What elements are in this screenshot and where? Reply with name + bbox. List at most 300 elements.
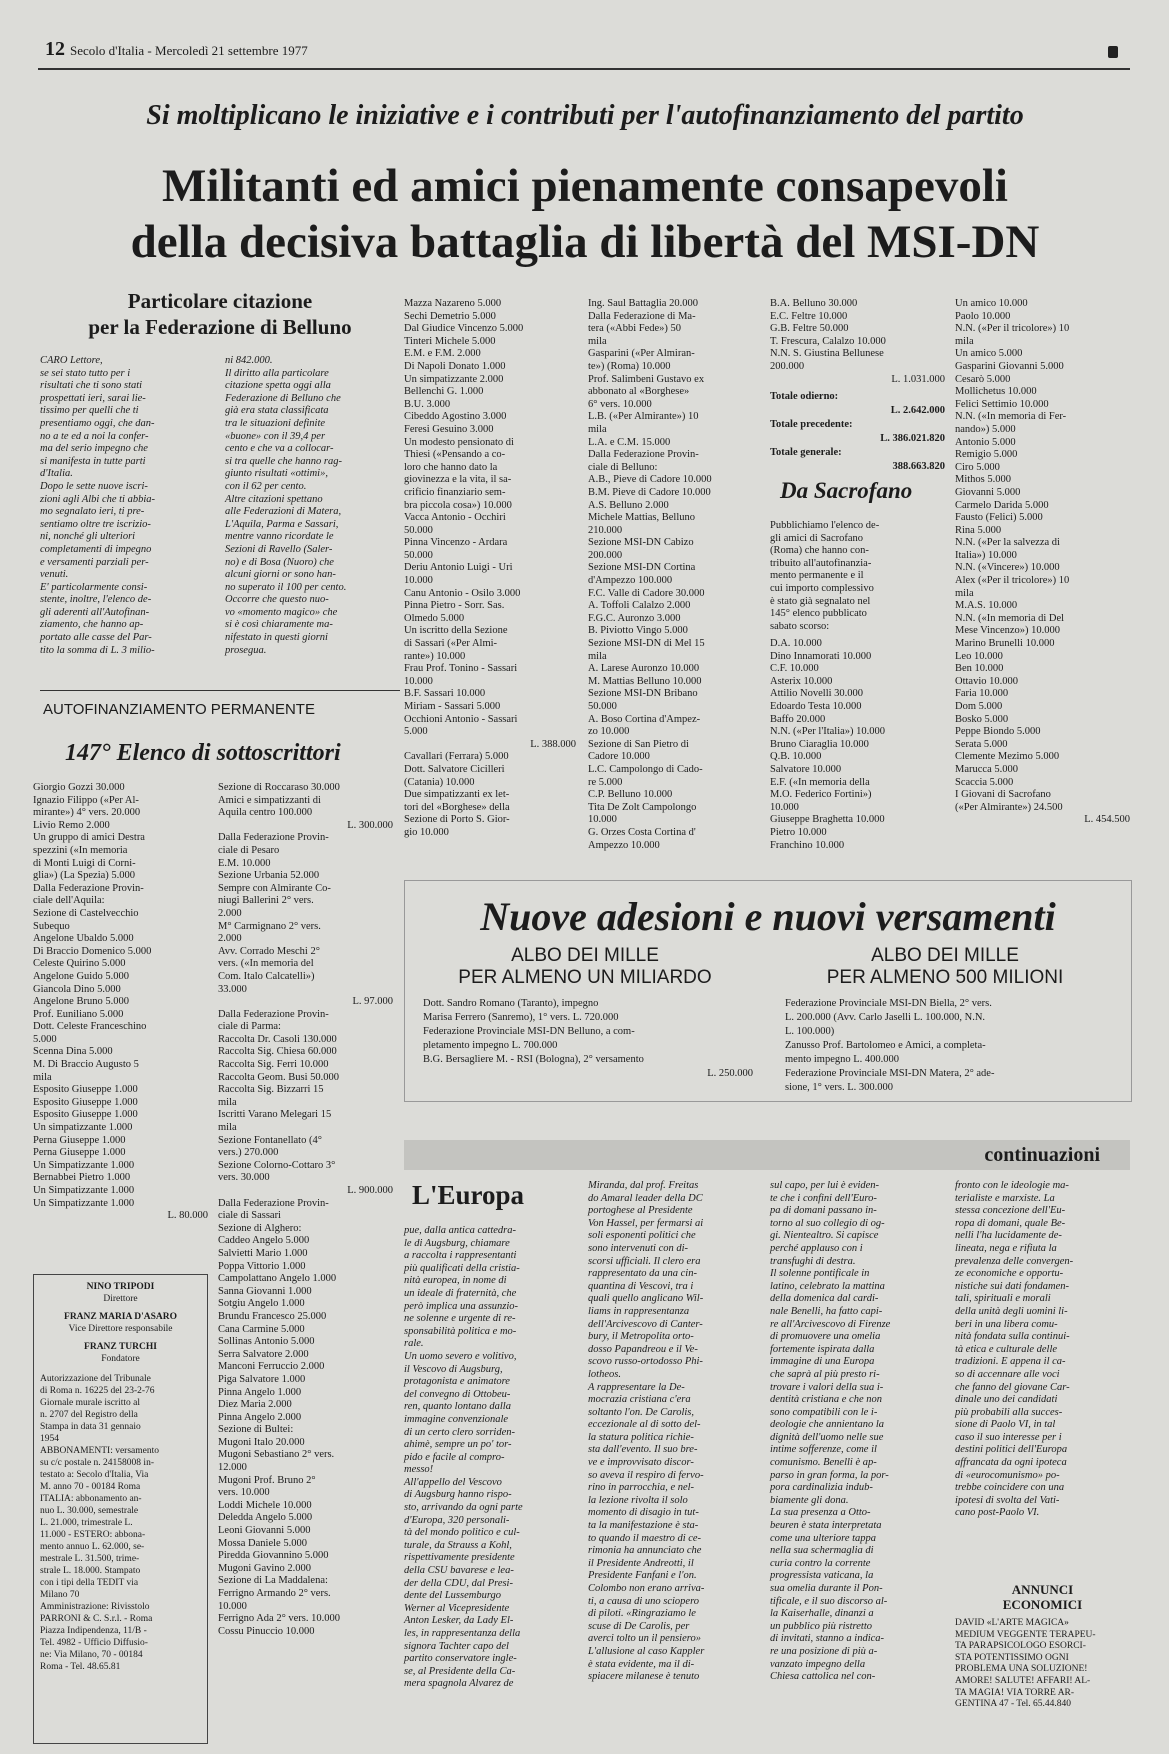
list-item: L.A. e C.M. 15.000 (588, 436, 671, 448)
list-item: Felici Settimio 10.000 (955, 398, 1049, 410)
list-item: M.A.S. 10.000 (955, 600, 1018, 612)
list-item: Angelone Bruno 5.000 (33, 996, 129, 1008)
text-line: ziamento, che hanno ap- (40, 619, 144, 631)
headline (40, 158, 1130, 270)
list-item: Esposito Giuseppe 1.000 (33, 1084, 138, 1096)
text-line: Piazza Indipendenza, 11/B - (40, 1626, 147, 1636)
text-line: scuse di De Carolis, per (588, 1620, 690, 1632)
text-line: dell'Arcivescovo di Canter- (588, 1318, 703, 1330)
text-line: no) e di Bosa (Nuoro) che (225, 556, 334, 568)
list-item: 10.000 (770, 801, 799, 813)
list-item: 50.000 (404, 549, 433, 561)
list-item: M° Carmignano 2° vers. (218, 920, 321, 932)
text-line: ahimè, sempre un po' tor- (404, 1439, 512, 1451)
text-line: GENTINA 47 - Tel. 65.44.840 (955, 1699, 1072, 1710)
list-item: Sezione MSI-DN di Mel 15 (588, 638, 705, 650)
text-line: il Presidente Andreotti, il (588, 1557, 694, 1569)
text-line: sabato scorso: (770, 620, 830, 632)
headline-line: della decisiva battaglia di libertà del MSI-DN (130, 216, 1040, 268)
text-line: gli amici di Sacrofano (770, 532, 864, 544)
text-line: è stato già segnalato nel (770, 595, 871, 607)
text-line: scovo russo-ortodosso Phi- (588, 1356, 703, 1368)
text-line: sono intervenuti con di- (588, 1242, 689, 1254)
total-label: Totale odierno: (770, 391, 839, 402)
list-item: Faria 10.000 (955, 688, 1009, 700)
text-line: a raccolta i rappresentanti (404, 1250, 517, 1262)
albo-500 (775, 945, 1115, 989)
text-line: tissimo per quelli che ti (40, 405, 139, 417)
list-item: Sezione di La Maddalena: (218, 1575, 328, 1587)
list-item: Sezione MSI-DN Cabizo (588, 537, 694, 549)
kicker: Si moltiplicano le iniziative e i contributi per l'autofinanziamento del partito (146, 100, 1024, 131)
text-line: Chiesa cattolica nel con- (770, 1671, 876, 1683)
list-item: Federazione Provinciale MSI-DN Matera, 2° ade- (785, 1068, 995, 1079)
list-item: Leo 10.000 (955, 650, 1003, 662)
list-item: Un modesto pensionato di (404, 436, 514, 448)
list-item: Rina 5.000 (955, 524, 1002, 536)
list-item: D.A. 10.000 (770, 638, 822, 649)
text-line: rispettivamente presidente (404, 1552, 515, 1564)
list-item: Mossa Daniele 5.000 (218, 1537, 307, 1549)
text-line: MEDIUM VEGGENTE TERAPEU- (955, 1629, 1096, 1640)
list-item: Prof. Salimbeni Gustavo ex (588, 373, 705, 385)
text-line: Amministrazione: Rivisstolo (40, 1602, 150, 1612)
text-line: Anton Lesker, da Lady El- (404, 1615, 514, 1627)
text-line: 11.000 - ESTERO: abbona- (40, 1530, 146, 1540)
text-line: do Amaral leader della DC (588, 1192, 703, 1204)
list-item: tori del «Borghese» della (404, 801, 510, 813)
list-item: Ignazio Filippo («Per Al- (33, 794, 139, 806)
text-line: comunismo. Benelli è ap- (770, 1457, 877, 1469)
text-line: sul capo, per lui è eviden- (770, 1180, 880, 1191)
text-line: L'Aquila, Parma e Sassari, (225, 518, 339, 530)
list-item: Diez Maria 2.000 (218, 1399, 292, 1411)
text-line: la lezione rivolta il solo (588, 1494, 688, 1506)
list-item: Feresi Gesuino 3.000 (404, 423, 494, 435)
text-line: di promuovere una omelia (770, 1331, 881, 1343)
text-line: prevalenza delle convergen- (955, 1255, 1074, 1267)
list-item: mila (218, 1096, 237, 1108)
text-line: bury, il Metropolita orto- (588, 1331, 694, 1343)
text-line: mocrazia cristiana c'era (588, 1394, 691, 1406)
list-item: Dalla Federazione Provin- (33, 882, 144, 894)
text-line: L'allusione al caso Kappler (588, 1645, 705, 1657)
list-item: Perna Giuseppe 1.000 (33, 1134, 126, 1146)
list-item: Un Simpatizzante 1.000 (33, 1197, 135, 1209)
list-item: N.N. («Per il tricolore») 10 (955, 323, 1070, 335)
list-item: Mazza Nazareno 5.000 (404, 298, 502, 309)
list-item: Un simpatizzante 1.000 (33, 1122, 133, 1134)
list-item: Dott. Sandro Romano (Taranto), impegno (423, 998, 599, 1009)
list-item: Marucca 5.000 (955, 763, 1018, 775)
masthead-legal (40, 1373, 201, 1673)
text-line: terialiste e marxiste. La (955, 1192, 1055, 1204)
text-line: ni, nonché gli ulteriori (40, 531, 136, 543)
subtitle-line: per la Federazione di Belluno (88, 315, 352, 339)
text-line: Von Hassel, per fermarsi ai (588, 1217, 704, 1229)
list-item: Raccolta Dr. Casoli 130.000 (218, 1033, 337, 1045)
list-item: Giovanni 5.000 (955, 486, 1021, 498)
text-line: della domenica dal cardi- (770, 1293, 879, 1305)
text-line: partito conservatore ingle- (404, 1653, 517, 1665)
list-item: Brundu Francesco 25.000 (218, 1310, 327, 1322)
list-item: Peppe Biondo 5.000 (955, 726, 1041, 738)
text-line: giunto risultati «ottimi», (225, 468, 328, 480)
text-line: vo «momento magico» che (225, 606, 338, 618)
europa-col1 (404, 1225, 576, 1691)
list-item: E.M. 10.000 (218, 857, 271, 869)
text-line: ze economiche e opportu- (955, 1268, 1064, 1280)
list-item: Edoardo Testa 10.000 (770, 700, 862, 712)
list-item: N.N. («In memoria di Del (955, 612, 1065, 624)
list-item: Remigio 5.000 (955, 449, 1018, 461)
continuazioni-bar: continuazioni (404, 1140, 1130, 1170)
text-line: AMORE! SALUTE! AFFARI! AL- (955, 1675, 1091, 1686)
list-item: N.N. («Vincere») 10.000 (955, 562, 1060, 574)
list-d (588, 298, 760, 852)
header-rule (38, 68, 1130, 70)
europa-title: L'Europa (412, 1180, 525, 1210)
list-item: Loddi Michele 10.000 (218, 1499, 312, 1511)
list-item: Dalla Federazione di Ma- (588, 310, 696, 322)
list-item: Un simpatizzante 2.000 (404, 373, 504, 385)
text-line: momento di disagio in tut- (588, 1507, 699, 1519)
list-item: Giorgio Gozzi 30.000 (33, 782, 125, 793)
text-line: stessa concezione dell'Eu- (955, 1205, 1066, 1217)
list-item: Antonio 5.000 (955, 436, 1016, 448)
list-item: Marisa Ferrero (Sanremo), 1° vers. L. 720.000 (423, 1012, 619, 1023)
list-item: tera («Abbi Fede») 50 (588, 323, 682, 335)
text-line: perché applauso con i (770, 1242, 863, 1254)
text-line: so di accennare alle voci (955, 1368, 1060, 1380)
text-line: latino, celebrato la mattina (770, 1280, 885, 1292)
text-line: di invitati, stanno a indica- (770, 1633, 885, 1645)
list-item: Gasparini Giovanni 5.000 (955, 360, 1064, 372)
list-item: gio 10.000 (404, 826, 449, 838)
text-line: E' particolarmente consi- (40, 581, 148, 593)
list-item: di Sassari («Per Almi- (404, 638, 498, 650)
text-line: ve e improvvisato discor- (588, 1457, 694, 1469)
list-item: Cesarò 5.000 (955, 373, 1011, 385)
text-line: già era stata classificata (225, 405, 329, 417)
list-item: Sempre con Almirante Co- (218, 882, 331, 894)
text-line: del convegno di Ottobeu- (404, 1388, 511, 1400)
list-item: Italia») 10.000 (955, 549, 1017, 561)
albo-line: ALBO DEI MILLE (871, 945, 1019, 966)
text-line: si è così chiaramente ma- (225, 619, 333, 631)
europa-col2 (588, 1180, 760, 1684)
text-line: strale L. 18.000. Stampato (40, 1566, 141, 1576)
list-item: Un amico 10.000 (955, 298, 1028, 309)
text-line: si manifesta in tutte parti (40, 455, 146, 467)
list-item: Federazione Provinciale MSI-DN Belluno, a com- (423, 1026, 635, 1037)
list-item: («Per Almirante») 24.500 (955, 801, 1063, 813)
text-line: lineata, nega e rifiuta la (955, 1242, 1057, 1254)
list-item: Subequo (33, 920, 70, 932)
text-line: A rappresentare la De- (588, 1381, 685, 1393)
albo-miliardo (415, 945, 755, 989)
list-item: Mugoni Italo 20.000 (218, 1436, 305, 1448)
text-line: sta dall'evento. Il suo bre- (588, 1444, 698, 1456)
list-item: mila (588, 423, 607, 435)
text-line: 145° elenco pubblicato (770, 608, 867, 620)
list-item: Manconi Ferruccio 2.000 (218, 1361, 325, 1373)
annunci-line: ECONOMICI (1002, 1597, 1083, 1612)
text-line: trebbe coincidere con una (955, 1482, 1065, 1494)
text-line: prospettati ieri, sarai lie- (40, 392, 146, 404)
list-item: Dott. Celeste Franceschino (33, 1021, 147, 1033)
text-line: mento annuo L. 62.000, se- (40, 1542, 145, 1552)
text-line: risultati che ti sono stati (40, 380, 143, 392)
text-line: con i tipi della TEDIT via (40, 1578, 139, 1588)
vice-role: Vice Direttore responsabile (68, 1324, 173, 1334)
list-item: Esposito Giuseppe 1.000 (33, 1096, 138, 1108)
list-item: ciale dell'Aquila: (33, 895, 105, 907)
text-line: PARRONI & C. S.r.l. - Roma (40, 1614, 153, 1624)
list-item: Pinna Pietro - Sorr. Sas. (404, 600, 505, 612)
text-line: ABBONAMENTI: versamento (40, 1446, 159, 1456)
text-line: portoghese al Presidente (588, 1205, 693, 1217)
list-item: mila (33, 1071, 52, 1083)
list-item: Bernabbei Pietro 1.000 (33, 1172, 131, 1184)
belluno-subtitle (40, 288, 400, 340)
text-line: biamente gli dona. (770, 1494, 849, 1506)
list-item: N.N. («Per la salvezza di (955, 537, 1060, 549)
text-line: tito la somma di L. 3 milio- (40, 644, 155, 656)
list-item: Sezione Colorno-Cottaro 3° (218, 1159, 336, 1171)
list-item: zo 10.000 (588, 726, 630, 738)
text-line: nità europea, in nome di (404, 1275, 507, 1287)
text-line: si tra quelle che hanno rag- (225, 455, 342, 467)
text-line: ne solenne e urgente di re- (404, 1313, 516, 1325)
sacrofano-title: Da Sacrofano (780, 478, 913, 503)
text-line: pora cardinalizia indub- (770, 1482, 873, 1494)
text-line: TA MAGIA! VIA TORRE AR- (955, 1687, 1075, 1698)
list-item: Iscritti Varano Melegari 15 (218, 1109, 332, 1121)
sacrofano-intro (770, 520, 945, 633)
list-item: Giancola Dino 5.000 (33, 983, 121, 995)
list-item: Raccolta Sig. Bizzarri 15 (218, 1084, 324, 1096)
list-item: L. 100.000) (785, 1026, 835, 1037)
text-line: ropa di domani, quale Be- (955, 1217, 1066, 1229)
list-item: T. Frescura, Calalzo 10.000 (770, 335, 886, 347)
text-line: gi. Nientealtro. Si capisce (770, 1230, 879, 1242)
total-label: Totale generale: (770, 447, 842, 458)
list-item: niugi Ballerini 2° vers. (218, 895, 314, 907)
list-item: pletamento impegno L. 700.000 (423, 1040, 558, 1051)
list-item: L. 200.000 (Avv. Carlo Jaselli L. 100.000, N.N. (785, 1012, 986, 1023)
text-line: nelli l'ha lucidamente de- (955, 1230, 1062, 1242)
text-line: protagonista e animatore (404, 1376, 510, 1388)
list-item: Angelone Ubaldo 5.000 (33, 933, 134, 945)
text-line: Sezioni di Ravello (Saler- (225, 543, 333, 555)
text-line: progressista vaticana, la (770, 1570, 874, 1582)
text-line: rino in parrocchia, e nel- (588, 1482, 695, 1494)
text-line: nistiche sui dati fondamen- (955, 1280, 1070, 1292)
list-item: B.F. Sassari 10.000 (404, 688, 486, 700)
text-line: re una posizione di più a- (770, 1645, 878, 1657)
albo-line: ALBO DEI MILLE (511, 945, 659, 966)
text-line: tificale, e il suo discorso al- (770, 1595, 888, 1607)
list-item: 200.000 (770, 360, 805, 372)
list-item: ciale di Parma: (218, 1021, 281, 1033)
list-item: 33.000 (218, 983, 247, 995)
list-a (33, 782, 208, 1223)
list-item: Pinna Angelo 2.000 (218, 1411, 302, 1423)
text-line: ta la manifestazione è sta- (588, 1520, 699, 1532)
list-item: M.O. Federico Fortini») (770, 789, 872, 801)
auto-title: AUTOFINANZIAMENTO PERMANENTE (43, 701, 315, 718)
text-line: TA PARAPSICOLOGO ESORCI- (955, 1641, 1086, 1652)
list-item: 10.000 (588, 814, 617, 826)
list-item: B.M. Pieve di Cadore 10.000 (588, 486, 711, 498)
list-item: d'Ampezzo 100.000 (588, 575, 673, 587)
founder-name: FRANZ TURCHI (84, 1342, 157, 1352)
list-item: Canu Antonio - Osilo 3.000 (404, 587, 521, 599)
list-item: Gasparini («Per Almiran- (588, 348, 695, 360)
text-line: DAVID «L'ARTE MAGICA» (955, 1618, 1069, 1628)
list-item: Serra Salvatore 2.000 (218, 1348, 309, 1360)
list-item: Mithos 5.000 (955, 474, 1012, 486)
list-item: Attilio Novelli 30.000 (770, 688, 864, 700)
text-line: lotheos. (588, 1368, 621, 1380)
text-line: Milano 70 (40, 1590, 80, 1600)
list-item: Prof. Euniliano 5.000 (33, 1008, 124, 1020)
list-item: Dalla Federazione Provin- (218, 1008, 329, 1020)
text-line: citazione spetta oggi alla (225, 380, 331, 392)
list-item: Dal Giudice Vincenzo 5.000 (404, 323, 524, 335)
text-line: rimonia ha annunciato che (588, 1545, 702, 1557)
albo1-entries (423, 997, 753, 1081)
list-item: A. Boso Cortina d'Ampez- (588, 713, 701, 725)
text-line: di Augsburg hanno rispo- (404, 1489, 512, 1501)
text-line: mestrale L. 31.500, trime- (40, 1554, 140, 1564)
text-line: n. 2707 del Registro della (40, 1410, 138, 1420)
list-item: crificio finanziario sem- (404, 486, 506, 498)
list-item: B. Piviotto Vingo 5.000 (588, 625, 688, 637)
list-item: Salvatore 10.000 (770, 763, 842, 775)
list-item: nando») 5.000 (955, 423, 1016, 435)
text-line: dosso Papandreou e il Ve- (588, 1343, 698, 1355)
list-item: A. Larese Auronzo 10.000 (588, 663, 700, 675)
text-line: mo segnalato ieri, ti pre- (40, 506, 145, 518)
text-line: ITALIA: abbonamento an- (40, 1494, 142, 1504)
list-item: Franchino 10.000 (770, 839, 845, 851)
list-item: Raccolta Sig. Ferri 10.000 (218, 1059, 329, 1071)
list-item: 10.000 (404, 575, 433, 587)
text-line: dinale uno dei candidati (955, 1394, 1058, 1406)
text-line: cui importo complessivo (770, 582, 874, 594)
list-item: Sezione Fontanellato (4° (218, 1134, 322, 1146)
text-line: nuo L. 30.000, semestrale (40, 1506, 139, 1516)
text-line: dignità dell'uomo nelle sue (770, 1431, 884, 1443)
text-line: stente, inoltre, l'elenco de- (40, 594, 152, 606)
text-line: Federazione di Belluno che (225, 392, 341, 404)
text-line: STA POTENTISSIMO OGNI (955, 1652, 1069, 1663)
annunci-line: ANNUNCI (1011, 1582, 1074, 1597)
list-item: vers. («In memoria del (218, 958, 314, 970)
text-line: tà etica e culturale delle (955, 1343, 1058, 1355)
text-line: ipotesi di svolta del Vati- (955, 1494, 1060, 1506)
total-label: Totale precedente: (770, 419, 853, 430)
list-item: spezzini («In memoria (33, 844, 128, 856)
text-line: presentiamo oggi, che dan- (40, 417, 155, 429)
list-item: mento impegno L. 400.000 (785, 1054, 900, 1065)
list-item: Sotgiu Angelo 1.000 (218, 1298, 305, 1310)
list-item: Pietro 10.000 (770, 826, 827, 838)
text-line: destini politici dell'Europa (955, 1444, 1068, 1456)
text-line: d'Italia. (40, 468, 73, 480)
director-role: Direttore (103, 1294, 138, 1304)
list-item: Salvietti Mario 1.000 (218, 1247, 308, 1259)
text-line: vanzato impegno della (770, 1658, 866, 1670)
list-item: 12.000 (218, 1462, 247, 1474)
list-item: Scaccia 5.000 (955, 776, 1014, 788)
text-line: trovare i valori della sua i- (770, 1381, 884, 1393)
list-item: L.B. («Per Almirante») 10 (588, 411, 699, 423)
list-item: 5.000 (33, 1033, 57, 1045)
list-item: Dott. Salvatore Cicilleri (404, 763, 505, 775)
list-item: Sollinas Antonio 5.000 (218, 1336, 315, 1348)
list-item: Bruno Ciaraglia 10.000 (770, 738, 869, 750)
text-line: che saprà al più presto ri- (770, 1368, 880, 1380)
list-item: (Catania) 10.000 (404, 776, 475, 788)
text-line: venuti. (40, 569, 69, 581)
list-item: Ferrigno Armando 2° vers. (218, 1588, 331, 1599)
list-item: Dalla Federazione Provin- (588, 449, 699, 461)
europa-col3 (770, 1180, 945, 1684)
text-line: che fanno del giovane Car- (955, 1381, 1070, 1393)
list-item: Dalla Federazione Provin- (218, 1197, 329, 1209)
belluno-col1 (40, 355, 212, 657)
text-line: Il solenne pontificale in (770, 1268, 870, 1280)
list-item: Mugoni Gavino 2.000 (218, 1562, 312, 1574)
text-line: turale, da Strauss a Kohl, (404, 1539, 512, 1551)
list-item: N.N. («Per l'Italia») 10.000 (770, 726, 886, 738)
list-item: di Monti Luigi di Corni- (33, 857, 136, 869)
list-item: Amici e simpatizzanti di (218, 794, 321, 806)
list-item: Perna Giuseppe 1.000 (33, 1147, 126, 1159)
text-line: tradizioni. E appena il ca- (955, 1356, 1066, 1368)
list-item: Cadore 10.000 (588, 751, 650, 763)
text-line: nità fondata sulla continui- (955, 1331, 1070, 1343)
text-line: Stampa in data 31 gennaio (40, 1422, 141, 1432)
text-line: «buone» con il 39,4 per (225, 430, 326, 442)
albo-line: PER ALMENO UN MILIARDO (458, 967, 712, 988)
text-line: der della CDU, dal Presi- (404, 1577, 513, 1589)
list-item: Dino Innamorati 10.000 (770, 650, 872, 662)
list-item: Raccolta Geom. Busi 50.000 (218, 1071, 340, 1083)
list-item: Dom 5.000 (955, 701, 1003, 712)
date-line: Secolo d'Italia - Mercoledì 21 settembre 1977 (70, 43, 308, 58)
list-item: C.P. Belluno 10.000 (588, 789, 673, 801)
list-item: Sezione MSI-DN Bribano (588, 688, 698, 700)
text-line: Autorizzazione del Tribunale (40, 1374, 151, 1384)
text-line: fronto con le ideologie ma- (955, 1180, 1069, 1191)
list-item: L. 454.500 (1084, 814, 1130, 826)
text-line: transfughi di destra. (770, 1255, 856, 1267)
text-line: pa di domani passano in- (770, 1205, 877, 1217)
list-b (218, 782, 393, 1638)
text-line: Altre citazioni spettano (225, 493, 323, 505)
text-line: PROBLEMA UNA SOLUZIONE! (955, 1664, 1088, 1675)
albo-line: PER ALMENO 500 MILIONI (826, 967, 1064, 988)
text-line: les, in rappresentanza della (404, 1628, 521, 1639)
list-item: Miriam - Sassari 5.000 (404, 701, 501, 712)
list-item: Livio Remo 2.000 (33, 819, 110, 831)
list-item: F.G.C. Auronzo 3.000 (588, 612, 681, 624)
list-item: Due simpatizzanti ex let- (404, 789, 510, 801)
